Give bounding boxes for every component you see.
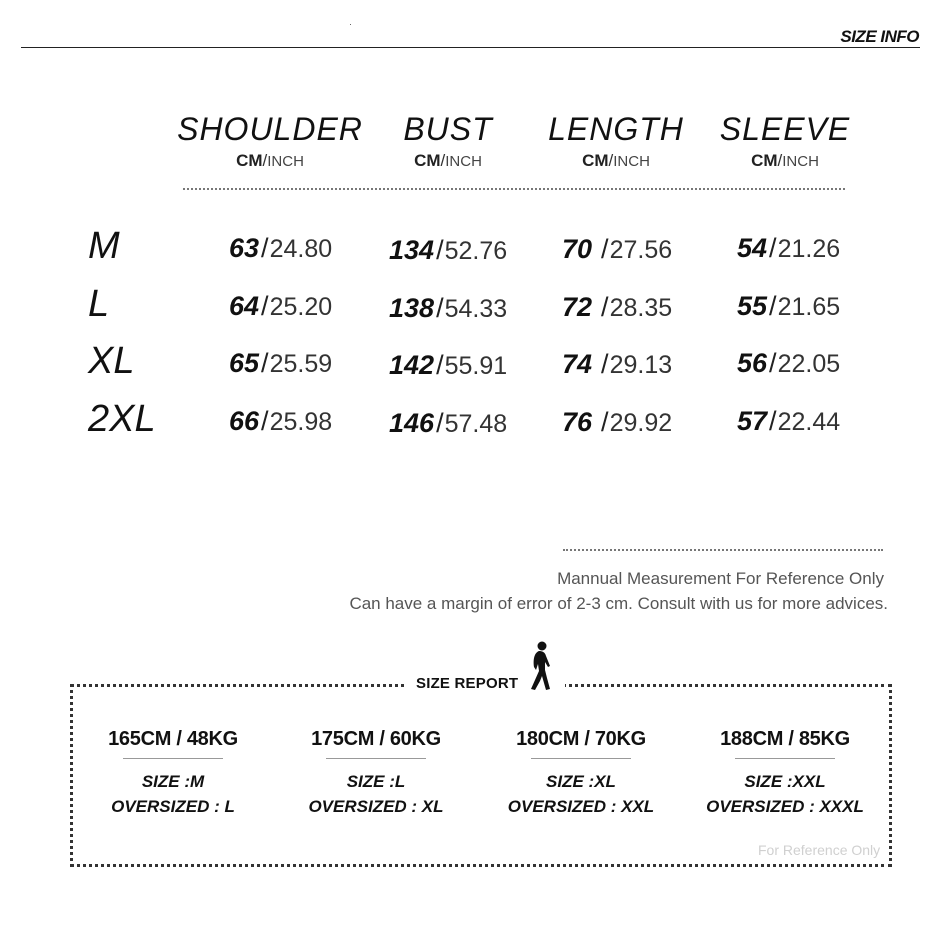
column-header-bust [353,111,543,172]
column-unit [175,151,365,172]
cell-inch: 25.20 [269,293,333,321]
size-label-xl: XL [88,340,135,382]
table-cell [737,405,840,438]
model-size: SIZE :M [141,772,205,791]
cell-slash: / [261,406,269,436]
model-oversized: OVERSIZED : XL [308,797,444,816]
cell-cm: 70 [562,234,593,264]
model-divider [531,758,631,759]
model-height-weight: 180CM / 70KG [516,728,646,750]
cell-slash: / [601,407,609,437]
cell-slash: / [769,233,777,263]
table-cell [229,232,332,265]
cell-slash: / [769,348,777,378]
table-cell [389,407,507,440]
model-height-weight: 188CM / 85KG [720,728,850,750]
model-card [685,727,885,819]
cell-cm: 57 [737,406,768,436]
table-cell [389,349,507,382]
unit-inch: INCH [267,153,304,170]
unit-sep: / [777,151,783,170]
cell-inch: 25.59 [269,350,333,378]
unit-sep: / [262,151,268,170]
model-card [481,727,681,819]
column-name: SLEEVE [719,111,851,147]
table-cell [229,405,332,438]
cell-inch: 28.35 [609,294,673,322]
column-header-length [521,111,711,172]
cell-cm: 76 [562,407,593,437]
cell-cm: 72 [562,292,593,322]
size-report-title: SIZE REPORT [416,675,519,692]
unit-cm: CM [751,151,778,170]
cell-cm: 63 [229,233,260,263]
column-unit [353,151,543,172]
cell-slash: / [769,291,777,321]
header-title: SIZE INFO [840,27,919,46]
cell-slash: / [436,235,444,265]
model-height-weight: 165CM / 48KG [108,728,238,750]
model-oversized: OVERSIZED : XXL [507,797,655,816]
model-card [276,727,476,819]
model-divider [735,758,835,759]
walking-figure-icon [526,640,554,692]
cell-inch: 57.48 [444,410,508,438]
table-cell [229,347,332,380]
size-label-l: L [88,283,110,325]
cell-inch: 21.65 [777,293,841,321]
cell-slash: / [601,292,609,322]
measurement-note: Mannual Measurement For Reference Only [557,569,884,588]
cell-inch: 24.80 [269,235,333,263]
cell-inch: 29.13 [609,351,673,379]
table-cell [389,234,507,267]
model-size: SIZE :XXL [744,772,826,791]
model-size: SIZE :XL [546,772,616,791]
model-height-weight: 175CM / 60KG [311,728,441,750]
model-card [73,727,273,819]
table-cell [737,290,840,323]
unit-sep: / [608,151,614,170]
margin-note: Can have a margin of error of 2-3 cm. Consult with us for more advices. [349,594,888,613]
cell-cm: 54 [737,233,768,263]
cell-cm: 55 [737,291,768,321]
cell-inch: 54.33 [444,295,508,323]
column-header-sleeve [690,111,880,172]
model-divider [123,758,223,759]
cell-slash: / [601,349,609,379]
cell-cm: 74 [562,349,593,379]
table-cell [389,292,507,325]
model-size: SIZE :L [346,772,406,791]
table-cell [562,291,672,324]
reference-note: For Reference Only [758,842,881,858]
header-dotted-divider [183,188,845,190]
cell-slash: / [436,350,444,380]
cell-inch: 22.44 [777,408,841,436]
table-cell [562,348,672,381]
cell-cm: 142 [389,350,435,380]
cell-inch: 29.92 [609,409,673,437]
cell-inch: 22.05 [777,350,841,378]
cell-inch: 25.98 [269,408,333,436]
column-header-shoulder [175,111,365,172]
cell-inch: 21.26 [777,235,841,263]
column-name: LENGTH [548,111,684,147]
table-cell [229,290,332,323]
unit-cm: CM [236,151,263,170]
unit-inch: INCH [613,153,650,170]
table-cell [562,406,672,439]
column-name: BUST [403,111,493,147]
cell-slash: / [261,233,269,263]
cell-inch: 52.76 [444,237,508,265]
unit-inch: INCH [445,153,482,170]
cell-cm: 66 [229,406,260,436]
column-name: SHOULDER [177,111,363,147]
column-unit [690,151,880,172]
table-cell [737,232,840,265]
cell-slash: / [769,406,777,436]
cell-cm: 134 [389,235,435,265]
size-label-m: M [88,225,120,267]
cell-slash: / [436,293,444,323]
cell-cm: 146 [389,408,435,438]
cell-cm: 64 [229,291,260,321]
cell-inch: 27.56 [609,236,673,264]
cell-cm: 56 [737,348,768,378]
unit-cm: CM [414,151,441,170]
size-label-2xl: 2XL [88,398,156,440]
unit-inch: INCH [782,153,819,170]
table-cell [562,233,672,266]
header-rule [21,47,920,48]
note-dotted-divider [563,549,883,551]
cell-cm: 138 [389,293,435,323]
cell-slash: / [261,291,269,321]
cell-slash: / [261,348,269,378]
cell-slash: / [436,408,444,438]
cell-inch: 55.91 [444,352,508,380]
cell-cm: 65 [229,348,260,378]
cell-slash: / [601,234,609,264]
model-divider [326,758,426,759]
column-unit [521,151,711,172]
unit-sep: / [440,151,446,170]
model-oversized: OVERSIZED : L [111,797,235,816]
table-cell [737,347,840,380]
speck-mark [350,24,351,25]
model-oversized: OVERSIZED : XXXL [706,797,864,816]
unit-cm: CM [582,151,609,170]
